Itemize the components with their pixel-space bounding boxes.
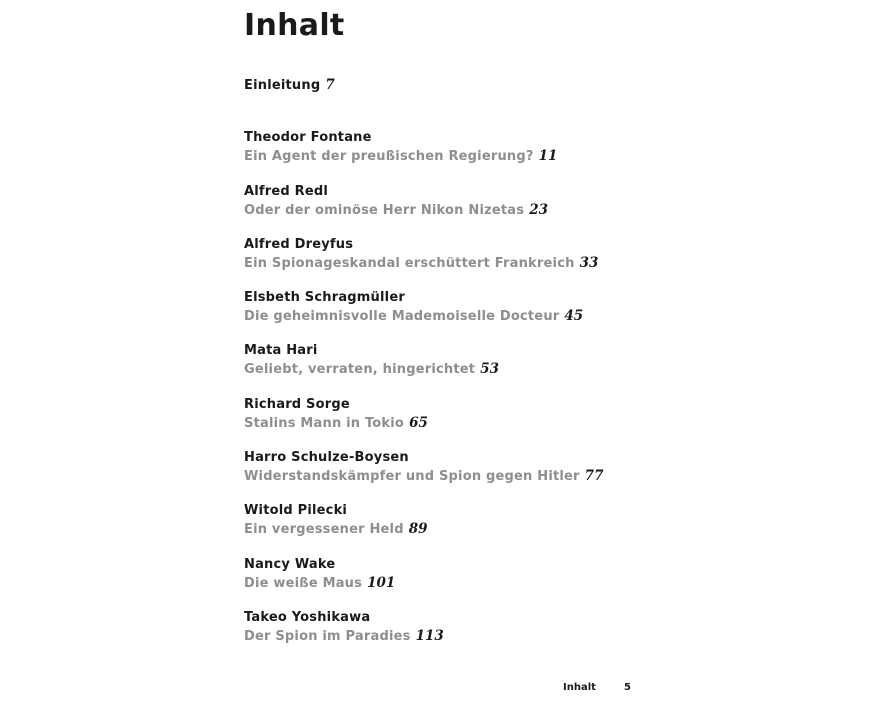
toc-intro-page: 7 xyxy=(325,77,335,93)
toc-entry xyxy=(244,289,804,342)
page-number: 5 xyxy=(624,682,631,693)
toc-entry-subtitle: Widerstandskämpfer und Spion gegen Hitler xyxy=(244,469,580,485)
table-of-contents xyxy=(244,76,804,662)
page-title: Inhalt xyxy=(244,8,345,43)
toc-entry-page: 65 xyxy=(409,414,428,431)
toc-entry-subtitle: Die geheimnisvolle Mademoiselle Docteur xyxy=(244,309,560,325)
toc-entry-page: 53 xyxy=(480,361,499,378)
toc-entry-page: 45 xyxy=(564,308,584,325)
toc-entry-subtitle: Ein Spionageskandal erschüttert Frankreich xyxy=(244,255,575,271)
toc-entry xyxy=(244,449,804,502)
toc-intro-label: Einleitung xyxy=(244,78,321,93)
toc-entry-subtitle: Die weiße Maus xyxy=(244,575,363,591)
toc-entry-page: 101 xyxy=(367,574,396,591)
toc-entry-subtitle: Der Spion im Paradies xyxy=(244,628,411,644)
toc-entry xyxy=(244,502,804,555)
toc-entry xyxy=(244,129,804,182)
toc-entry-subtitle: Stalins Mann in Tokio xyxy=(244,415,405,431)
toc-entry xyxy=(244,183,804,236)
toc-entry-name: Harro Schulze-Boysen xyxy=(244,450,409,466)
toc-entry xyxy=(244,236,804,289)
toc-entry-page: 11 xyxy=(538,148,558,165)
toc-entry-name: Witold Pilecki xyxy=(244,503,348,519)
toc-entry-page: 33 xyxy=(579,254,599,271)
toc-entry-subtitle: Ein Agent der preußischen Regierung? xyxy=(244,149,534,165)
toc-entry-name: Mata Hari xyxy=(244,343,318,359)
toc-entry xyxy=(244,609,804,662)
toc-entry-subtitle: Geliebt, verraten, hingerichtet xyxy=(244,362,476,378)
toc-entry-subtitle: Oder der ominöse Herr Nikon Nizetas xyxy=(244,202,525,218)
toc-entry-name: Takeo Yoshikawa xyxy=(244,609,371,625)
toc-entry-name: Elsbeth Schragmüller xyxy=(244,290,405,306)
toc-entry-name: Theodor Fontane xyxy=(244,130,372,146)
toc-entry-page: 77 xyxy=(584,468,604,485)
toc-entry-name: Nancy Wake xyxy=(244,556,336,572)
toc-entry xyxy=(244,342,804,395)
toc-entry xyxy=(244,556,804,609)
toc-entry-page: 113 xyxy=(415,627,444,644)
toc-entry-name: Alfred Dreyfus xyxy=(244,236,354,252)
toc-entry-page: 89 xyxy=(408,521,428,538)
toc-entry-subtitle: Ein vergessener Held xyxy=(244,522,404,538)
toc-entry xyxy=(244,396,804,449)
toc-entry-name: Richard Sorge xyxy=(244,396,350,412)
toc-entry-name: Alfred Redl xyxy=(244,183,329,199)
running-footer-label: Inhalt xyxy=(563,682,596,693)
toc-entry-intro xyxy=(244,76,804,129)
toc-entry-page: 23 xyxy=(529,201,548,218)
